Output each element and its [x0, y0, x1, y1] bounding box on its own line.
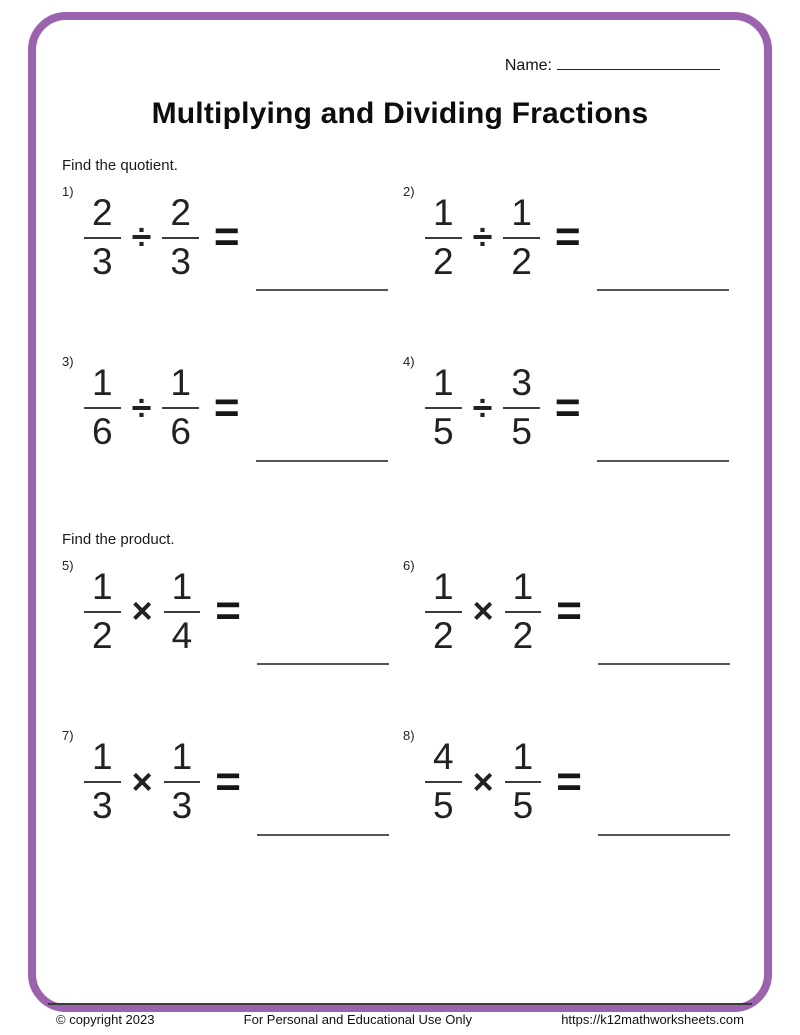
footer-copyright: © copyright 2023 [56, 1012, 155, 1027]
equals-sign: = [556, 756, 582, 806]
answer-blank[interactable] [256, 289, 388, 291]
denominator: 2 [433, 240, 454, 282]
division-sign: ÷ [131, 216, 152, 258]
division-sign: ÷ [472, 216, 493, 258]
answer-blank[interactable] [257, 663, 389, 665]
equals-sign: = [213, 212, 240, 262]
fraction-expression [84, 362, 388, 453]
section-instruction: Find the quotient. [62, 157, 178, 174]
numerator: 4 [425, 738, 462, 783]
problem-number: 6) [403, 557, 415, 573]
denominator: 3 [171, 785, 193, 827]
numerator: 3 [503, 364, 540, 409]
numerator: 1 [84, 568, 121, 613]
answer-blank[interactable] [597, 460, 729, 462]
fraction-operand-1 [84, 736, 121, 827]
numerator: 1 [84, 364, 121, 409]
problem-number: 4) [403, 354, 415, 370]
name-row [36, 56, 764, 75]
fraction-operand-1 [425, 362, 462, 453]
multiplication-sign: × [131, 590, 153, 632]
numerator: 1 [425, 364, 462, 409]
equals-sign: = [215, 756, 241, 806]
denominator: 2 [92, 614, 113, 656]
denominator: 4 [171, 614, 193, 656]
name-input-line[interactable] [557, 56, 720, 70]
name-label: Name: [504, 57, 552, 74]
multiplication-sign: × [472, 760, 494, 802]
problem [62, 354, 403, 453]
answer-blank[interactable] [598, 663, 730, 665]
problem [62, 184, 403, 280]
fraction-operand-1 [84, 194, 121, 280]
problem [403, 728, 764, 827]
fraction-operand-1 [84, 565, 121, 656]
division-sign: ÷ [472, 386, 493, 428]
answer-blank[interactable] [597, 289, 729, 291]
denominator: 5 [433, 785, 454, 827]
answer-blank[interactable] [598, 834, 730, 836]
equals-sign: = [554, 212, 581, 262]
fraction-operand-2 [164, 565, 201, 656]
fraction-operand-1 [425, 565, 462, 656]
problem-number: 2) [403, 184, 415, 199]
problem-number: 5) [62, 557, 74, 573]
equals-sign: = [554, 382, 581, 432]
multiplication-sign: × [472, 590, 494, 632]
worksheet-border-frame [28, 12, 772, 1027]
fraction-operand-2 [503, 194, 540, 280]
problems-grid-quotient [36, 184, 764, 451]
problems-grid-product [36, 558, 764, 825]
division-sign: ÷ [131, 386, 152, 428]
fraction-expression [425, 362, 729, 453]
fraction-expression [425, 194, 729, 280]
numerator: 1 [503, 194, 540, 239]
denominator: 3 [170, 240, 191, 282]
problem [62, 558, 403, 654]
numerator: 1 [162, 364, 199, 409]
numerator: 1 [84, 738, 121, 783]
section-quotient [36, 157, 764, 451]
fraction-operand-2 [503, 362, 540, 453]
fraction-operand-2 [164, 736, 201, 827]
fraction-operand-1 [425, 736, 462, 827]
denominator: 2 [511, 240, 532, 282]
problem [62, 728, 403, 827]
denominator: 5 [433, 411, 454, 453]
denominator: 6 [92, 411, 113, 453]
denominator: 5 [512, 785, 534, 827]
fraction-operand-1 [84, 362, 121, 453]
numerator: 1 [505, 568, 542, 613]
denominator: 2 [512, 614, 534, 656]
denominator: 3 [92, 785, 113, 827]
problem [403, 354, 764, 453]
fraction-expression [425, 736, 730, 827]
page-title: Multiplying and Dividing Fractions [151, 97, 649, 130]
numerator: 1 [425, 194, 462, 239]
fraction-operand-2 [505, 736, 542, 827]
fraction-operand-2 [505, 565, 542, 656]
numerator: 1 [164, 568, 201, 613]
equals-sign: = [215, 586, 241, 636]
denominator: 5 [511, 411, 532, 453]
footer-usage-note: For Personal and Educational Use Only [243, 1012, 473, 1027]
numerator: 2 [162, 194, 199, 239]
answer-blank[interactable] [257, 834, 389, 836]
fraction-expression [425, 565, 730, 656]
fraction-expression [84, 736, 389, 827]
problem-number: 3) [62, 354, 74, 370]
problem [403, 558, 764, 654]
footer [48, 1003, 752, 1027]
problem-number: 8) [403, 728, 415, 744]
section-product [36, 531, 764, 825]
problem-number: 1) [62, 184, 74, 199]
numerator: 2 [84, 194, 121, 239]
equals-sign: = [213, 382, 240, 432]
fraction-operand-1 [425, 194, 462, 280]
problem-number: 7) [62, 728, 74, 744]
numerator: 1 [164, 738, 201, 783]
equals-sign: = [556, 586, 582, 636]
denominator: 3 [92, 240, 113, 282]
section-instruction: Find the product. [62, 530, 175, 548]
worksheet-content [36, 56, 764, 1035]
footer-url: https://k12mathworksheets.com [561, 1012, 744, 1027]
numerator: 1 [425, 568, 462, 613]
answer-blank[interactable] [256, 460, 388, 462]
fraction-operand-2 [162, 194, 199, 280]
fraction-expression [84, 194, 388, 280]
multiplication-sign: × [131, 760, 153, 802]
fraction-expression [84, 565, 389, 656]
problem [403, 184, 764, 280]
numerator: 1 [505, 738, 542, 783]
denominator: 6 [170, 411, 191, 453]
fraction-operand-2 [162, 362, 199, 453]
denominator: 2 [433, 614, 454, 656]
